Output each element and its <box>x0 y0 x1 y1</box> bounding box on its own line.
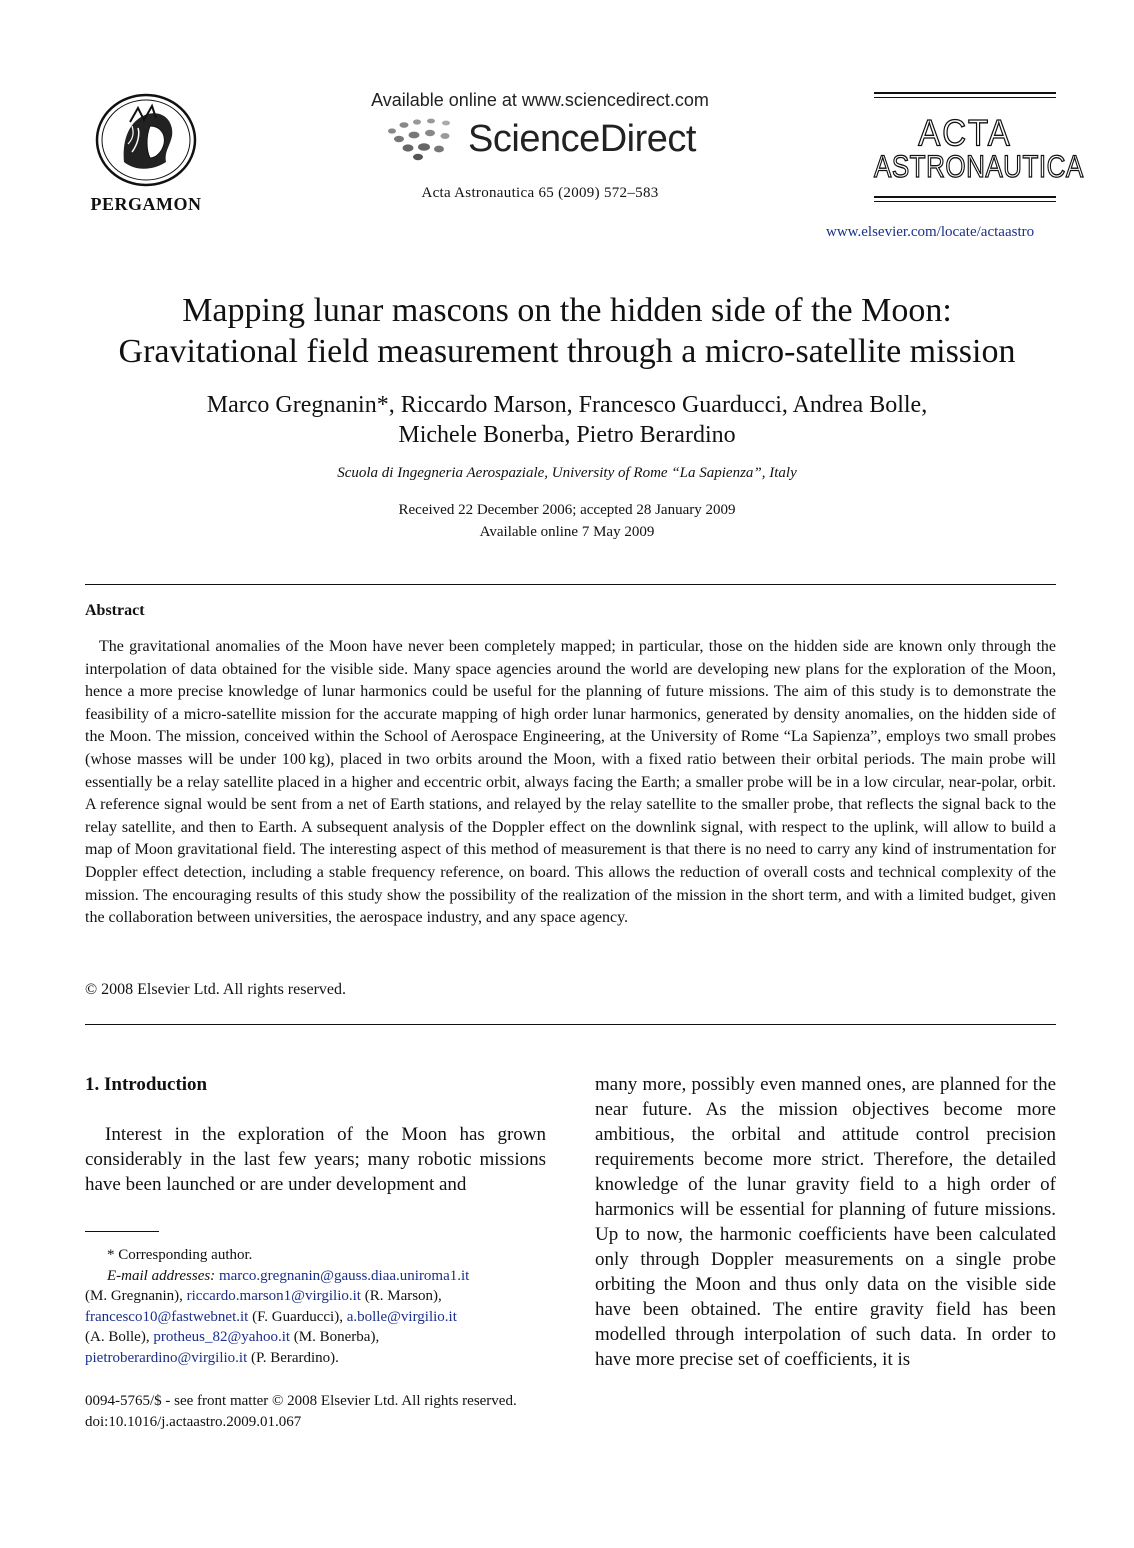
issn-line: 0094-5765/$ - see front matter © 2008 Elsevier Ltd. All rights reserved. <box>85 1393 517 1409</box>
email-owner: (P. Berardino). <box>251 1349 339 1366</box>
footnote-rule <box>85 1231 159 1232</box>
acta-astronautica-logo <box>874 92 1084 202</box>
article-dates <box>60 499 1074 543</box>
intro-left-column <box>85 1122 546 1197</box>
email-line-2 <box>85 1286 555 1307</box>
email-owner: (M. Gregnanin), <box>85 1288 183 1305</box>
received-date: Received 22 December 2006; accepted 28 January 2009 <box>398 502 736 518</box>
intro-right-column <box>595 1072 1056 1372</box>
available-online-text: Available online at www.sciencedirect.com <box>371 90 709 110</box>
pergamon-coin-icon <box>94 92 198 188</box>
journal-reference: Acta Astronautica 65 (2009) 572–583 <box>421 185 659 201</box>
email-line-4 <box>85 1327 555 1348</box>
intro-paragraph-left: Interest in the exploration of the Moon has grown considerably in the last few years; many robotic missions have been launched or are under development and <box>85 1124 546 1195</box>
abstract-text: The gravitational anomalies of the Moon have never been completely mapped; in particular, those on the hidden side are known only through the interpolation of data obtained for the visible side. Many space agencies around the world are developing new plans for the exploration of the Moon, hence a more precise knowledge of lunar harmonics could be useful for the planning of future missions. The aim of this study is to demonstrate the feasibility of a micro-satellite mission for the accurate mapping of high order lunar harmonics, generated by density anomalies, on the hidden side of the Moon. The mission, conceived within the School of Aerospace Engineering, at the University of Rome “La Sapienza”, employs two small probes (whose masses will be under 100 kg), placed in two orbits around the Moon, with a fixed ratio between their orbital periods. The main probe will essentially be a relay satellite placed in a higher and eccentric orbit, always facing the Earth; a smaller probe will be in a low circular, near-polar, orbit. A reference signal would be sent from a net of Earth stations, and relayed by the relay satellite to the smaller probe, that reflects the signal back to the relay satellite, and then to Earth. A subsequent analysis of the Doppler effect on the downlink signal, with respect to the uplink, will allow to build a map of Moon gravitational field. The interesting aspect of this method of measurement is that there is no need to carry any kind of instrumentation for Doppler effect detection, including a stable frequency reference, on board. This allows the reduction of overall costs and technical complexity of the mission. The encouraging results of this study show the possibility of the realization of the mission in the short term, and with a limited budget, given the collaboration between universities, the aerospace industry, and any space agency. <box>85 638 1056 927</box>
title-line-2: Gravitational field measurement through a micro-satellite mission <box>118 333 1016 370</box>
email-link-gregnanin[interactable]: marco.gregnanin@gauss.diaa.uniroma1.it <box>218 1267 470 1284</box>
email-link-bolle[interactable]: a.bolle@virgilio.it <box>346 1308 457 1325</box>
sciencedirect-wordmark: ScienceDirect <box>468 117 696 160</box>
email-link-guarducci[interactable]: francesco10@fastwebnet.it <box>85 1308 249 1325</box>
email-link-bonerba[interactable]: protheus_82@yahoo.it <box>153 1329 291 1346</box>
email-line-5 <box>85 1348 555 1369</box>
sciencedirect-block <box>340 90 740 202</box>
corresponding-author-note: * Corresponding author. <box>107 1247 253 1263</box>
divider-bottom <box>85 1024 1056 1025</box>
logo-acta-text: ACTA <box>918 111 1012 154</box>
email-line-3 <box>85 1307 555 1328</box>
intro-paragraph-right: many more, possibly even manned ones, are planned for the near future. As the mission objectives become more ambitious, the orbital and attitude control precision requirements become more strict. Therefore, the detailed knowledge of the lunar gravity field to a high order of harmonics will be essential for planning of future missions. Up to now, the harmonic coefficients have been calculated only through Doppler measurements on a single probe orbiting the Moon and thus only data on the visible side have been obtained. The entire gravity field has been modelled through interpolation of such data. In order to have more precise set of coefficients, it is <box>595 1074 1056 1370</box>
divider-top <box>85 584 1056 585</box>
sciencedirect-logo <box>340 117 740 161</box>
author-list <box>60 390 1074 450</box>
abstract-heading: Abstract <box>85 602 145 619</box>
email-owner: (A. Bolle), <box>85 1329 150 1346</box>
authors-line-2: Michele Bonerba, Pietro Berardino <box>398 422 736 448</box>
journal-url-link[interactable]: www.elsevier.com/locate/actaastro <box>826 224 1035 240</box>
sciencedirect-dots-icon <box>384 117 460 161</box>
affiliation: Scuola di Ingegneria Aerospaziale, University of Rome “La Sapienza”, Italy <box>337 465 797 481</box>
email-link-marson[interactable]: riccardo.marson1@virgilio.it <box>186 1288 361 1305</box>
email-owner: (R. Marson), <box>364 1288 442 1305</box>
logo-rule-top <box>874 92 1056 98</box>
abstract-copyright: © 2008 Elsevier Ltd. All rights reserved. <box>85 981 346 998</box>
footnotes <box>85 1245 555 1369</box>
email-link-berardino[interactable]: pietroberardino@virgilio.it <box>85 1349 248 1366</box>
front-matter <box>85 1391 585 1432</box>
authors-line-1: Marco Gregnanin*, Riccardo Marson, Francesco Guarducci, Andrea Bolle, <box>206 392 928 418</box>
section-heading-introduction: 1. Introduction <box>85 1074 208 1095</box>
publisher-name: PERGAMON <box>90 194 202 214</box>
logo-rule-bottom <box>874 196 1056 202</box>
logo-astronautica-text: ASTRONAUTICA <box>874 148 1084 184</box>
doi-line: doi:10.1016/j.actaastro.2009.01.067 <box>85 1413 302 1430</box>
email-label: E-mail addresses: <box>107 1267 216 1284</box>
available-date: Available online 7 May 2009 <box>479 524 655 540</box>
abstract-body <box>85 636 1056 930</box>
pergamon-logo <box>84 92 208 215</box>
email-owner: (F. Guarducci), <box>252 1308 343 1325</box>
article-title <box>60 290 1074 372</box>
email-owner: (M. Bonerba), <box>293 1329 380 1346</box>
title-line-1: Mapping lunar mascons on the hidden side of the Moon: <box>182 292 952 329</box>
email-line-1 <box>85 1266 555 1287</box>
